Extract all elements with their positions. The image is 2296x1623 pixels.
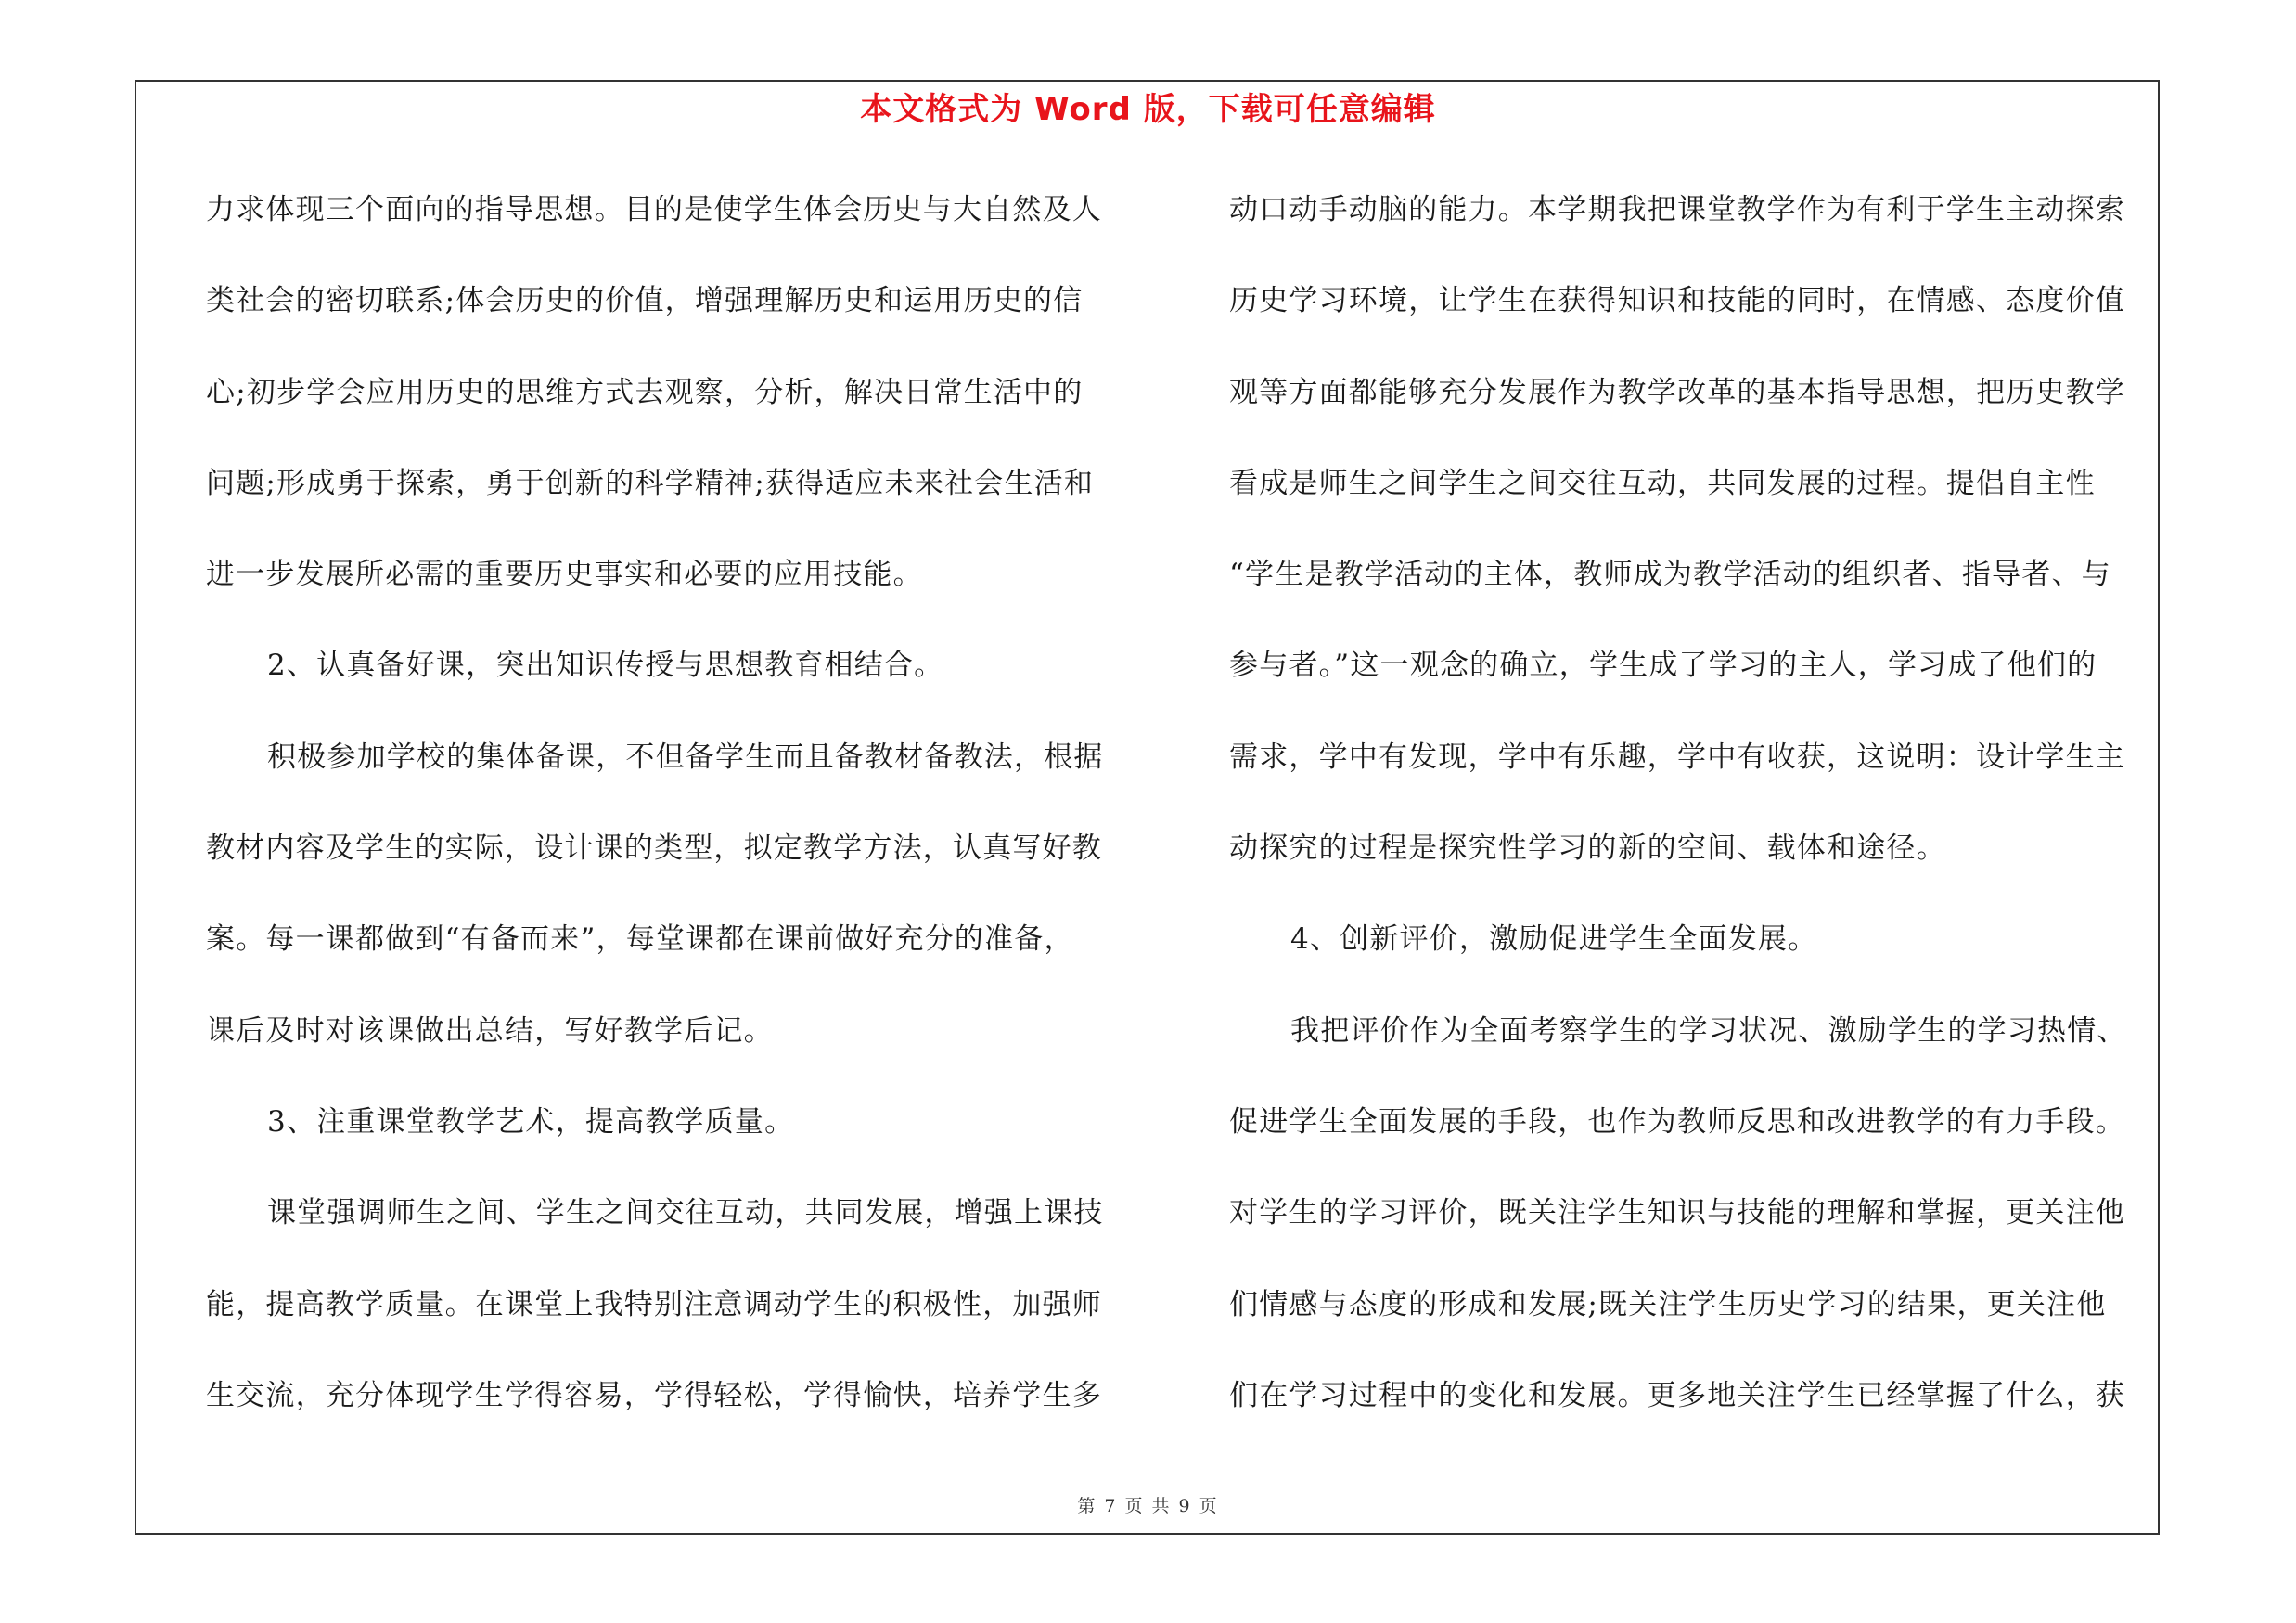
- text-line: 力求体现三个面向的指导思想。目的是使学生体会历史与大自然及人: [206, 193, 1102, 226]
- text-line: 需求，学中有发现，学中有乐趣，学中有收获，这说明：设计学生主: [1229, 740, 2125, 774]
- section-heading: 2、认真备好课，突出知识传授与思想教育相结合。: [267, 649, 944, 683]
- text-line: 生交流，充分体现学生学得容易，学得轻松，学得愉快，培养学生多: [206, 1378, 1102, 1412]
- text-line: 动探究的过程是探究性学习的新的空间、载体和途径。: [1229, 831, 1946, 866]
- text-line: 参与者。”这一观念的确立，学生成了学习的主人，学习成了他们的: [1229, 649, 2097, 683]
- left-column: [206, 182, 1124, 1459]
- text-line: 们在学习过程中的变化和发展。更多地关注学生已经掌握了什么，获: [1229, 1378, 2125, 1412]
- text-line: 类社会的密切联系;体会历史的价值，增强理解历史和运用历史的信: [206, 284, 1084, 318]
- page-number: 第 7 页 共 9 页: [1077, 1496, 1219, 1516]
- text-line: 进一步发展所必需的重要历史事实和必要的应用技能。: [206, 558, 923, 592]
- section-heading: 3、注重课堂教学艺术，提高教学质量。: [267, 1104, 795, 1139]
- text-line: 案。每一课都做到“有备而来”，每堂课都在课前做好充分的准备，: [206, 922, 1074, 957]
- section-heading: 4、创新评价，激励促进学生全面发展。: [1290, 922, 1818, 957]
- text-line: 促进学生全面发展的手段，也作为教师反思和改进教学的有力手段。: [1229, 1104, 2125, 1139]
- text-line: 历史学习环境，让学生在获得知识和技能的同时，在情感、态度价值: [1229, 284, 2125, 318]
- text-line: 观等方面都能够充分发展作为教学改革的基本指导思想，把历史教学: [1229, 375, 2125, 409]
- text-line: 课堂强调师生之间、学生之间交往互动，共同发展，增强上课技: [267, 1196, 1104, 1230]
- text-line: 教材内容及学生的实际，设计课的类型，拟定教学方法，认真写好教: [206, 831, 1102, 866]
- right-column: [1229, 182, 2148, 1459]
- text-line: 心;初步学会应用历史的思维方式去观察，分析，解决日常生活中的: [206, 375, 1084, 409]
- text-line: 课后及时对该课做出总结，写好教学后记。: [206, 1013, 774, 1048]
- header-banner: 本文格式为 Word 版，下载可任意编辑: [860, 91, 1436, 128]
- text-line: 们情感与态度的形成和发展;既关注学生历史学习的结果，更关注他: [1229, 1287, 2107, 1321]
- text-line: 我把评价作为全面考察学生的学习状况、激励学生的学习热情、: [1290, 1013, 2127, 1048]
- text-line: 积极参加学校的集体备课，不但备学生而且备教材备教法，根据: [267, 740, 1104, 774]
- text-line: 看成是师生之间学生之间交往互动，共同发展的过程。提倡自主性: [1229, 466, 2096, 500]
- text-line: 对学生的学习评价，既关注学生知识与技能的理解和掌握，更关注他: [1229, 1196, 2125, 1230]
- text-line: “学生是教学活动的主体，教师成为教学活动的组织者、指导者、与: [1229, 558, 2111, 592]
- text-line: 能，提高教学质量。在课堂上我特别注意调动学生的积极性，加强师: [206, 1287, 1102, 1321]
- text-line: 问题;形成勇于探索，勇于创新的科学精神;获得适应未来社会生活和: [206, 466, 1095, 500]
- text-line: 动口动手动脑的能力。本学期我把课堂教学作为有利于学生主动探索: [1229, 193, 2125, 226]
